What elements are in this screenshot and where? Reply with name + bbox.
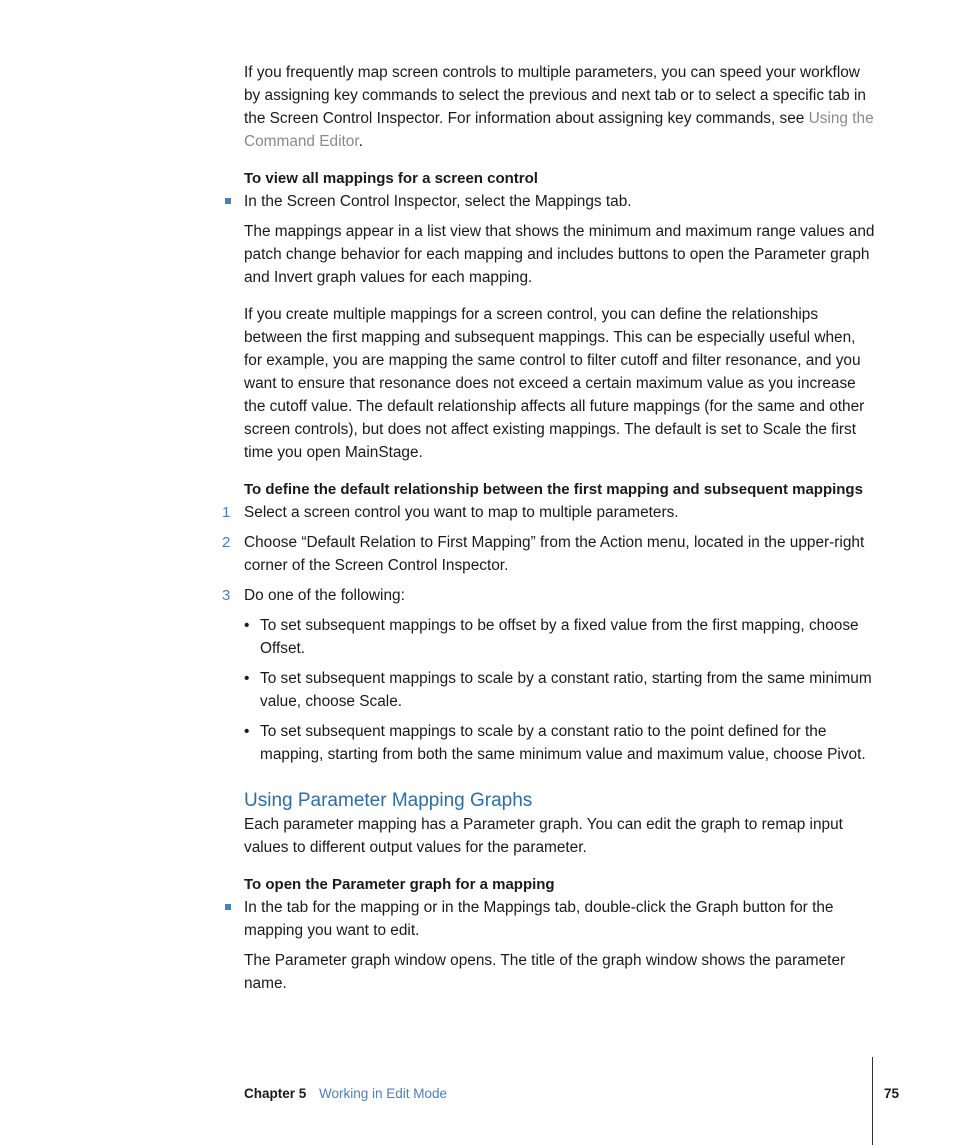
intro-paragraph: If you frequently map screen controls to multiple parameters, you can speed your workflow by assigning key commands to select the previous and next tab or to select a specific tab in the Screen Control Inspector. For information about assigning key commands, see Using the Command Editor. bbox=[244, 64, 874, 150]
page-content bbox=[222, 61, 876, 995]
task-heading-default-relationship: To define the default relationship between the first mapping and subsequent mappings bbox=[244, 481, 863, 498]
sub-bullet-item: • To set subsequent mappings to scale by a constant ratio to the point defined for the mapping, starting from both the same minimum value and maximum value, choose Pivot. bbox=[244, 720, 876, 766]
footer-divider bbox=[872, 1057, 873, 1145]
step-number: 3 bbox=[222, 587, 231, 604]
numbered-step: 1 Select a screen control you want to map to multiple parameters. bbox=[244, 501, 876, 524]
dot-bullet-icon: • bbox=[244, 670, 250, 687]
page-number: 75 bbox=[884, 1086, 900, 1101]
step-number: 2 bbox=[222, 534, 231, 551]
body-paragraph: If you create multiple mappings for a screen control, you can define the relationships between the first mapping and subsequent mappings. This can be especially useful when, for example, you are mapping the same control to filter cutoff and filter resonance, and you want to ensure that resonance does not exceed a certain maximum value as you increase the cutoff value. The default relationship affects all future mappings (for the same and other screen controls), but does not affect existing mappings. The default is set to Scale the first time you open MainStage. bbox=[244, 306, 865, 461]
footer-chapter: Chapter 5 bbox=[244, 1086, 307, 1101]
section-title: Using Parameter Mapping Graphs bbox=[244, 790, 533, 811]
task-step: In the Screen Control Inspector, select the Mappings tab. bbox=[244, 190, 876, 213]
sub-bullet-item: • To set subsequent mappings to scale by a constant ratio, starting from the same minimum value, choose Scale. bbox=[244, 667, 876, 713]
numbered-step: 3 Do one of the following: bbox=[244, 584, 876, 607]
numbered-step: 2 Choose “Default Relation to First Mapping” from the Action menu, located in the upper-right corner of the Screen Control Inspector. bbox=[244, 531, 876, 577]
command-editor-link[interactable]: Using the Command Editor bbox=[244, 110, 874, 150]
task-heading-open-graph: To open the Parameter graph for a mapping bbox=[244, 876, 555, 893]
body-paragraph: The mappings appear in a list view that shows the minimum and maximum range values and patch change behavior for each mapping and includes buttons to open the Parameter graph and Invert graph values for each mapping. bbox=[244, 223, 875, 286]
footer-chapter-title[interactable]: Working in Edit Mode bbox=[319, 1086, 448, 1101]
task-step: In the tab for the mapping or in the Mappings tab, double-click the Graph button for the mapping you want to edit. bbox=[244, 896, 876, 942]
task-heading-view-mappings: To view all mappings for a screen control bbox=[244, 170, 538, 187]
dot-bullet-icon: • bbox=[244, 617, 250, 634]
body-paragraph: Each parameter mapping has a Parameter graph. You can edit the graph to remap input values to different output values for the parameter. bbox=[244, 816, 843, 856]
sub-bullet-item: • To set subsequent mappings to be offset by a fixed value from the first mapping, choose Offset. bbox=[244, 614, 876, 660]
step-number: 1 bbox=[222, 504, 231, 521]
square-bullet-icon bbox=[225, 904, 231, 910]
dot-bullet-icon: • bbox=[244, 723, 250, 740]
square-bullet-icon bbox=[225, 198, 231, 204]
body-paragraph: The Parameter graph window opens. The title of the graph window shows the parameter name. bbox=[244, 952, 846, 992]
